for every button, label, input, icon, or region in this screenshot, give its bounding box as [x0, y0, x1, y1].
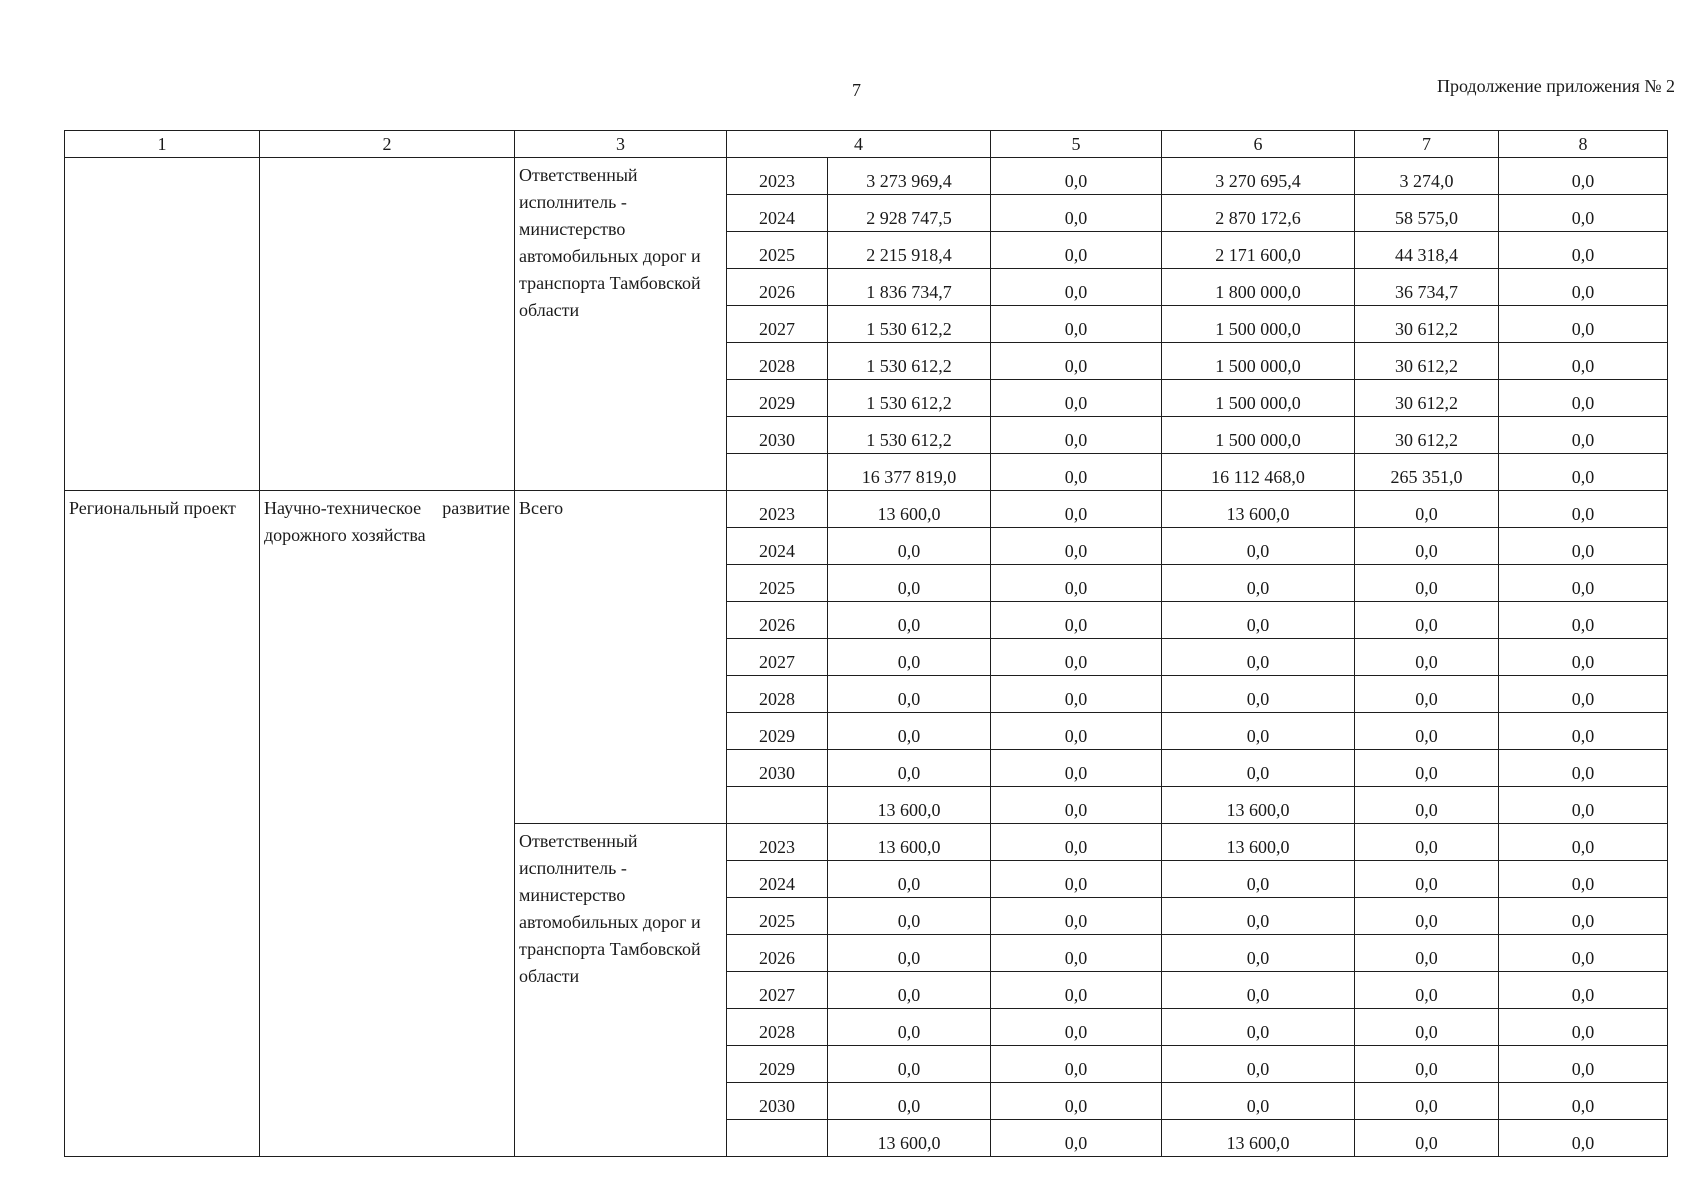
program-type-cell: Региональный проект [65, 491, 260, 1157]
amount-cell: 0,0 [991, 1009, 1162, 1046]
total-amount-cell: 13 600,0 [828, 787, 991, 824]
amount-cell: 0,0 [1355, 713, 1499, 750]
column-header: 6 [1162, 131, 1355, 158]
total-amount-cell: 0,0 [828, 639, 991, 676]
total-amount-cell: 2 215 918,4 [828, 232, 991, 269]
total-amount-cell: 1 530 612,2 [828, 343, 991, 380]
amount-cell: 0,0 [991, 343, 1162, 380]
amount-cell: 0,0 [1355, 491, 1499, 528]
year-cell: 2024 [727, 195, 828, 232]
year-cell: 2030 [727, 750, 828, 787]
amount-cell: 0,0 [1499, 565, 1668, 602]
column-header: 4 [727, 131, 991, 158]
year-cell: 2024 [727, 528, 828, 565]
total-amount-cell: 0,0 [828, 972, 991, 1009]
amount-cell: 0,0 [1355, 676, 1499, 713]
total-amount-cell: 0,0 [828, 602, 991, 639]
amount-cell: 0,0 [991, 380, 1162, 417]
amount-cell: 0,0 [1162, 1046, 1355, 1083]
amount-cell: 0,0 [991, 528, 1162, 565]
amount-cell: 0,0 [1162, 639, 1355, 676]
year-cell: 2025 [727, 898, 828, 935]
amount-cell: 58 575,0 [1355, 195, 1499, 232]
year-cell: 2026 [727, 602, 828, 639]
column-header: 2 [260, 131, 515, 158]
amount-cell: 0,0 [991, 972, 1162, 1009]
amount-cell: 0,0 [1355, 528, 1499, 565]
amount-cell: 0,0 [1162, 565, 1355, 602]
year-cell: 2023 [727, 158, 828, 195]
amount-cell: 0,0 [1499, 343, 1668, 380]
amount-cell: 13 600,0 [1162, 491, 1355, 528]
column-header: 1 [65, 131, 260, 158]
column-header: 7 [1355, 131, 1499, 158]
program-name-cell: Научно-техническое развитие дорожного хозяйства [260, 491, 515, 1157]
amount-cell: 0,0 [991, 1046, 1162, 1083]
amount-cell: 0,0 [1499, 972, 1668, 1009]
amount-cell: 0,0 [1355, 639, 1499, 676]
year-cell: 2029 [727, 1046, 828, 1083]
amount-cell: 1 500 000,0 [1162, 380, 1355, 417]
column-header: 3 [515, 131, 727, 158]
table-body [65, 158, 1668, 1157]
amount-cell: 0,0 [991, 824, 1162, 861]
total-amount-cell: 1 530 612,2 [828, 417, 991, 454]
amount-cell: 0,0 [1355, 750, 1499, 787]
amount-cell: 1 500 000,0 [1162, 417, 1355, 454]
year-cell: 2030 [727, 417, 828, 454]
page-number: 7 [852, 80, 861, 100]
amount-cell: 36 734,7 [1355, 269, 1499, 306]
total-amount-cell: 0,0 [828, 565, 991, 602]
amount-cell: 0,0 [1499, 158, 1668, 195]
amount-cell: 0,0 [991, 676, 1162, 713]
amount-cell: 30 612,2 [1355, 306, 1499, 343]
amount-cell: 0,0 [1499, 380, 1668, 417]
total-amount-cell: 2 928 747,5 [828, 195, 991, 232]
column-header: 8 [1499, 131, 1668, 158]
amount-cell: 0,0 [991, 417, 1162, 454]
amount-cell: 0,0 [991, 602, 1162, 639]
amount-cell: 0,0 [1355, 1120, 1499, 1157]
amount-cell: 0,0 [991, 1083, 1162, 1120]
amount-cell: 0,0 [1355, 1083, 1499, 1120]
total-amount-cell: 13 600,0 [828, 824, 991, 861]
table-row [65, 491, 1668, 528]
year-cell: 2023 [727, 824, 828, 861]
amount-cell: 0,0 [1162, 1009, 1355, 1046]
amount-cell: 2 870 172,6 [1162, 195, 1355, 232]
amount-cell: 1 500 000,0 [1162, 343, 1355, 380]
amount-cell: 0,0 [991, 454, 1162, 491]
amount-cell: 0,0 [1499, 787, 1668, 824]
table-row [65, 158, 1668, 195]
year-cell [727, 1120, 828, 1157]
year-cell: 2026 [727, 269, 828, 306]
year-cell: 2029 [727, 380, 828, 417]
executor-cell: Всего [515, 491, 727, 824]
amount-cell: 0,0 [991, 898, 1162, 935]
amount-cell: 13 600,0 [1162, 824, 1355, 861]
total-amount-cell: 0,0 [828, 750, 991, 787]
year-cell: 2027 [727, 639, 828, 676]
total-amount-cell: 1 530 612,2 [828, 380, 991, 417]
amount-cell: 0,0 [1162, 528, 1355, 565]
year-cell: 2023 [727, 491, 828, 528]
amount-cell: 0,0 [1162, 750, 1355, 787]
amount-cell: 0,0 [991, 195, 1162, 232]
amount-cell: 0,0 [991, 861, 1162, 898]
amount-cell: 0,0 [1355, 861, 1499, 898]
amount-cell: 0,0 [1355, 1046, 1499, 1083]
year-cell: 2028 [727, 343, 828, 380]
year-cell [727, 454, 828, 491]
amount-cell: 0,0 [1162, 898, 1355, 935]
amount-cell: 0,0 [1499, 417, 1668, 454]
amount-cell: 16 112 468,0 [1162, 454, 1355, 491]
amount-cell: 0,0 [1499, 1046, 1668, 1083]
amount-cell: 44 318,4 [1355, 232, 1499, 269]
amount-cell: 13 600,0 [1162, 787, 1355, 824]
total-amount-cell: 0,0 [828, 861, 991, 898]
executor-cell: Ответственный исполнитель - министерство автомобильных дорог и транспорта Тамбовской области [515, 158, 727, 491]
amount-cell: 0,0 [1355, 824, 1499, 861]
year-cell: 2024 [727, 861, 828, 898]
total-amount-cell: 16 377 819,0 [828, 454, 991, 491]
amount-cell: 0,0 [1355, 1009, 1499, 1046]
continuation-label: Продолжение приложения № 2 [1436, 76, 1675, 96]
amount-cell: 2 171 600,0 [1162, 232, 1355, 269]
total-amount-cell: 0,0 [828, 713, 991, 750]
column-number-row [65, 131, 1668, 158]
total-amount-cell: 0,0 [828, 1009, 991, 1046]
amount-cell: 0,0 [1162, 676, 1355, 713]
amount-cell: 0,0 [1355, 602, 1499, 639]
amount-cell: 0,0 [1499, 269, 1668, 306]
total-amount-cell: 0,0 [828, 528, 991, 565]
amount-cell: 0,0 [1499, 528, 1668, 565]
amount-cell: 1 800 000,0 [1162, 269, 1355, 306]
amount-cell: 0,0 [1499, 861, 1668, 898]
amount-cell: 0,0 [1355, 565, 1499, 602]
amount-cell: 0,0 [991, 269, 1162, 306]
year-cell: 2028 [727, 676, 828, 713]
amount-cell: 0,0 [1162, 861, 1355, 898]
amount-cell: 0,0 [1499, 195, 1668, 232]
year-cell: 2027 [727, 972, 828, 1009]
total-amount-cell: 0,0 [828, 935, 991, 972]
amount-cell: 0,0 [1355, 898, 1499, 935]
year-cell: 2026 [727, 935, 828, 972]
amount-cell: 0,0 [1499, 1083, 1668, 1120]
amount-cell: 0,0 [1162, 713, 1355, 750]
amount-cell: 0,0 [1162, 602, 1355, 639]
amount-cell: 0,0 [1499, 935, 1668, 972]
amount-cell: 0,0 [991, 639, 1162, 676]
year-cell: 2025 [727, 232, 828, 269]
amount-cell: 3 270 695,4 [1162, 158, 1355, 195]
amount-cell: 0,0 [1499, 639, 1668, 676]
total-amount-cell: 13 600,0 [828, 1120, 991, 1157]
amount-cell: 30 612,2 [1355, 417, 1499, 454]
amount-cell: 0,0 [1499, 491, 1668, 528]
amount-cell: 30 612,2 [1355, 380, 1499, 417]
amount-cell: 0,0 [991, 158, 1162, 195]
year-cell: 2027 [727, 306, 828, 343]
amount-cell: 0,0 [991, 565, 1162, 602]
amount-cell: 0,0 [991, 306, 1162, 343]
amount-cell: 0,0 [1355, 787, 1499, 824]
amount-cell: 0,0 [1499, 602, 1668, 639]
amount-cell: 0,0 [991, 713, 1162, 750]
funding-table [64, 130, 1668, 1157]
amount-cell: 0,0 [1499, 750, 1668, 787]
amount-cell: 0,0 [1499, 454, 1668, 491]
amount-cell: 0,0 [1499, 1009, 1668, 1046]
amount-cell: 0,0 [1162, 935, 1355, 972]
amount-cell: 0,0 [1355, 935, 1499, 972]
amount-cell: 0,0 [1499, 824, 1668, 861]
amount-cell: 0,0 [991, 491, 1162, 528]
total-amount-cell: 0,0 [828, 1083, 991, 1120]
amount-cell: 3 274,0 [1355, 158, 1499, 195]
amount-cell: 0,0 [1499, 232, 1668, 269]
year-cell: 2028 [727, 1009, 828, 1046]
year-cell: 2030 [727, 1083, 828, 1120]
amount-cell: 1 500 000,0 [1162, 306, 1355, 343]
total-amount-cell: 1 836 734,7 [828, 269, 991, 306]
amount-cell: 0,0 [1355, 972, 1499, 1009]
amount-cell: 0,0 [1162, 972, 1355, 1009]
amount-cell: 0,0 [991, 232, 1162, 269]
total-amount-cell: 3 273 969,4 [828, 158, 991, 195]
total-amount-cell: 0,0 [828, 898, 991, 935]
year-cell: 2025 [727, 565, 828, 602]
amount-cell: 0,0 [1499, 676, 1668, 713]
amount-cell: 0,0 [991, 750, 1162, 787]
program-type-cell [65, 158, 260, 491]
amount-cell: 0,0 [1162, 1083, 1355, 1120]
total-amount-cell: 0,0 [828, 676, 991, 713]
total-amount-cell: 0,0 [828, 1046, 991, 1083]
amount-cell: 0,0 [991, 935, 1162, 972]
column-header: 5 [991, 131, 1162, 158]
total-amount-cell: 1 530 612,2 [828, 306, 991, 343]
amount-cell: 265 351,0 [1355, 454, 1499, 491]
amount-cell: 0,0 [991, 787, 1162, 824]
amount-cell: 13 600,0 [1162, 1120, 1355, 1157]
amount-cell: 0,0 [1499, 306, 1668, 343]
program-name-cell [260, 158, 515, 491]
amount-cell: 0,0 [1499, 1120, 1668, 1157]
amount-cell: 30 612,2 [1355, 343, 1499, 380]
year-cell: 2029 [727, 713, 828, 750]
amount-cell: 0,0 [991, 1120, 1162, 1157]
amount-cell: 0,0 [1499, 713, 1668, 750]
executor-cell: Ответственный исполнитель - министерство автомобильных дорог и транспорта Тамбовской области [515, 824, 727, 1157]
amount-cell: 0,0 [1499, 898, 1668, 935]
year-cell [727, 787, 828, 824]
total-amount-cell: 13 600,0 [828, 491, 991, 528]
